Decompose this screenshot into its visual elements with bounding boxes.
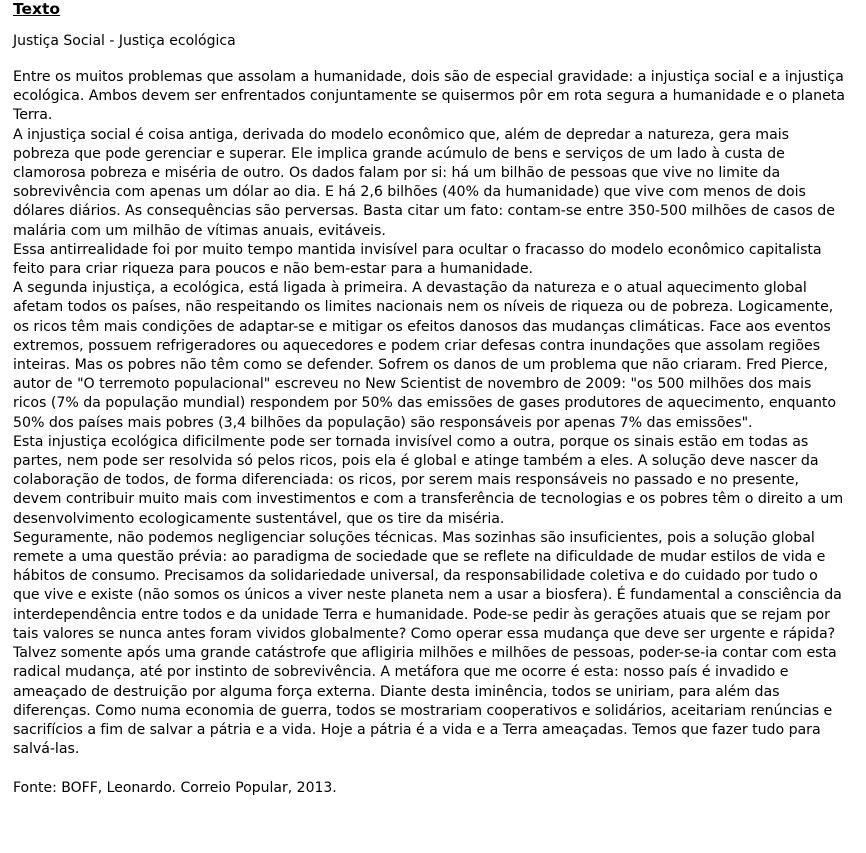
- paragraph: Entre os muitos problemas que assolam a humanidade, dois são de especial gravidade: a injustiça social e a injustiça ecológica. Ambos devem ser enfrentados conjuntamente se quisermos pôr em rota segura a humanidade e o planeta Terra.: [13, 69, 845, 124]
- paragraph: Essa antirrealidade foi por muito tempo mantida invisível para ocultar o fracasso do modelo econômico capitalista feito para criar riqueza para poucos e não bem-estar para a humanidade.: [13, 241, 822, 278]
- text-body: [13, 68, 845, 759]
- section-heading: Texto: [13, 0, 61, 18]
- text-title: Justiça Social - Justiça ecológica: [13, 33, 236, 49]
- paragraph: Talvez somente após uma grande catástrofe que afligiria milhões e milhões de pessoas, poder-se-ia contar com esta radical mudança, até por instinto de sobrevivência. A metáfora que me ocorre é esta: nosso país é invadido e ameaçado de destruição por alguma força externa. Diante desta iminência, todos se uniriam, para além das diferenças. Como numa economia de guerra, todos se mostrariam cooperativos e solidários, aceitariam renúncias e sacrifícios a fim de salvar a pátria e a vida. Hoje a pátria é a vida e a Terra ameaçadas. Temos que fazer tudo para salvá-las.: [13, 645, 837, 758]
- paragraph: Esta injustiça ecológica dificilmente pode ser tornada invisível como a outra, porque os sinais estão em todas as partes, nem pode ser resolvida só pelos ricos, pois ela é global e atinge também a eles. A solução deve nascer da colaboração de todos, de forma diferenciada: os ricos, por serem mais responsáveis no passado e no presente, devem contribuir muito mais com investimentos e com a transferência de tecnologias e os pobres têm o direito a um desenvolvimento ecologicamente sustentável, que os tire da miséria.: [13, 433, 844, 527]
- paragraph: A injustiça social é coisa antiga, derivada do modelo econômico que, além de depredar a natureza, gera mais pobreza que pode gerenciar e superar. Ele implica grande acúmulo de bens e serviços de um lado à custa de clamorosa pobreza e miséria de outro. Os dados falam por si: há um bilhão de pessoas que vive no limite da sobrevivência com apenas um dólar ao dia. E há 2,6 bilhões (40% da humanidade) que vive com menos de dois dólares diários. As consequências são perversas. Basta citar um fato: contam-se entre 350-500 milhões de casos de malária com um milhão de vítimas anuais, evitáveis.: [13, 126, 835, 239]
- paragraph: Seguramente, não podemos negligenciar soluções técnicas. Mas sozinhas são insuficientes, pois a solução global remete a uma questão prévia: ao paradigma de sociedade que se reflete na dificuldade de mudar estilos de vida e hábitos de consumo. Precisamos da solidariedade universal, da responsabilidade coletiva e do cuidado por tudo o que vive e existe (não somos os únicos a viver neste planeta nem a usar a biosfera). É fundamental a consciência da interdependência entre todos e da unidade Terra e humanidade. Pode-se pedir às gerações atuais que se rejam por tais valores se nunca antes foram vividos globalmente? Como operar essa mudança que deve ser urgente e rápida?: [13, 529, 842, 642]
- source-citation: Fonte: BOFF, Leonardo. Correio Popular, 2013.: [13, 780, 337, 797]
- paragraph: A segunda injustiça, a ecológica, está ligada à primeira. A devastação da natureza e o atual aquecimento global afetam todos os países, não respeitando os limites nacionais nem os níveis de riqueza ou de pobreza. Logicamente, os ricos têm mais condições de adaptar-se e mitigar os efeitos danosos das mudanças climáticas. Face aos eventos extremos, possuem refrigeradores ou aquecedores e podem criar defesas contra inundações que assolam regiões inteiras. Mas os pobres não têm como se defender. Sofrem os danos de um problema que não criaram. Fred Pierce, autor de "O terremoto populacional" escreveu no New Scientist de novembro de 2009: "os 500 milhões dos mais ricos (7% da população mundial) respondem por 50% das emissões de gases produtores de aquecimento, enquanto 50% dos países mais pobres (3,4 bilhões da população) são responsáveis por apenas 7% das emissões".: [13, 280, 837, 431]
